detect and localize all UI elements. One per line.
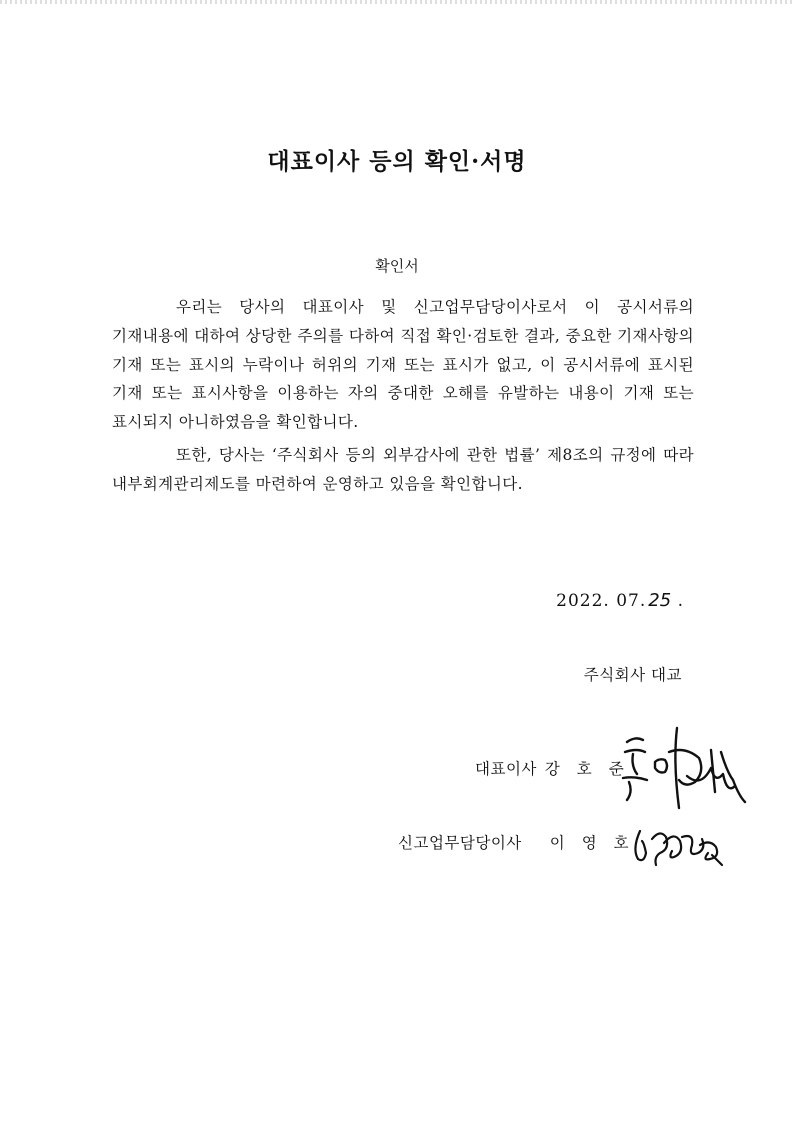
confirmation-text: 우리는 당사의 대표이사 및 신고업무담당이사로서 이 공시서류의 기재내용에 대하여 상당한 주의를 다하여 직접 확인·검토한 결과, 중요한 기재사항의 기재 또는 표시의 누락이나 허위의 기재 또는 표시가 없고, 이 공시서류에 표시된 기재 또는 표시사항을 이용하는 자의 중대한 오해를 유발하는 내용이 기재 또는 표시되지 아니하였음을 확인합니다. xyxy=(112,298,694,432)
company-name: 주식회사 대교 xyxy=(583,666,682,684)
officer-name: 이 영 호 xyxy=(549,834,635,852)
internal-control-paragraph xyxy=(112,441,694,499)
confirmation-paragraph xyxy=(112,293,694,437)
officer-handwritten-signature xyxy=(630,823,725,871)
document-date xyxy=(556,590,684,611)
ceo-signature-line xyxy=(475,757,630,779)
date-period: . xyxy=(671,591,684,611)
officer-role-label: 신고업무담당이사 xyxy=(398,834,522,852)
ceo-name: 강 호 준 xyxy=(544,760,630,778)
date-handwritten-day: 25 xyxy=(648,590,672,611)
date-printed: 2022. 07. xyxy=(556,591,647,611)
officer-signature-line xyxy=(398,831,635,853)
ceo-role-label: 대표이사 xyxy=(475,760,537,778)
internal-control-text: 또한, 당사는 ‘주식회사 등의 외부감사에 관한 법률’ 제8조의 규정에 따라 내부회계관리제도를 마련하여 운영하고 있음을 확인합니다. xyxy=(112,446,694,493)
ceo-handwritten-signature xyxy=(615,722,747,814)
scan-edge-artifact xyxy=(0,0,794,4)
document-title: 대표이사 등의 확인·서명 xyxy=(267,148,527,175)
document-subtitle: 확인서 xyxy=(375,257,419,275)
